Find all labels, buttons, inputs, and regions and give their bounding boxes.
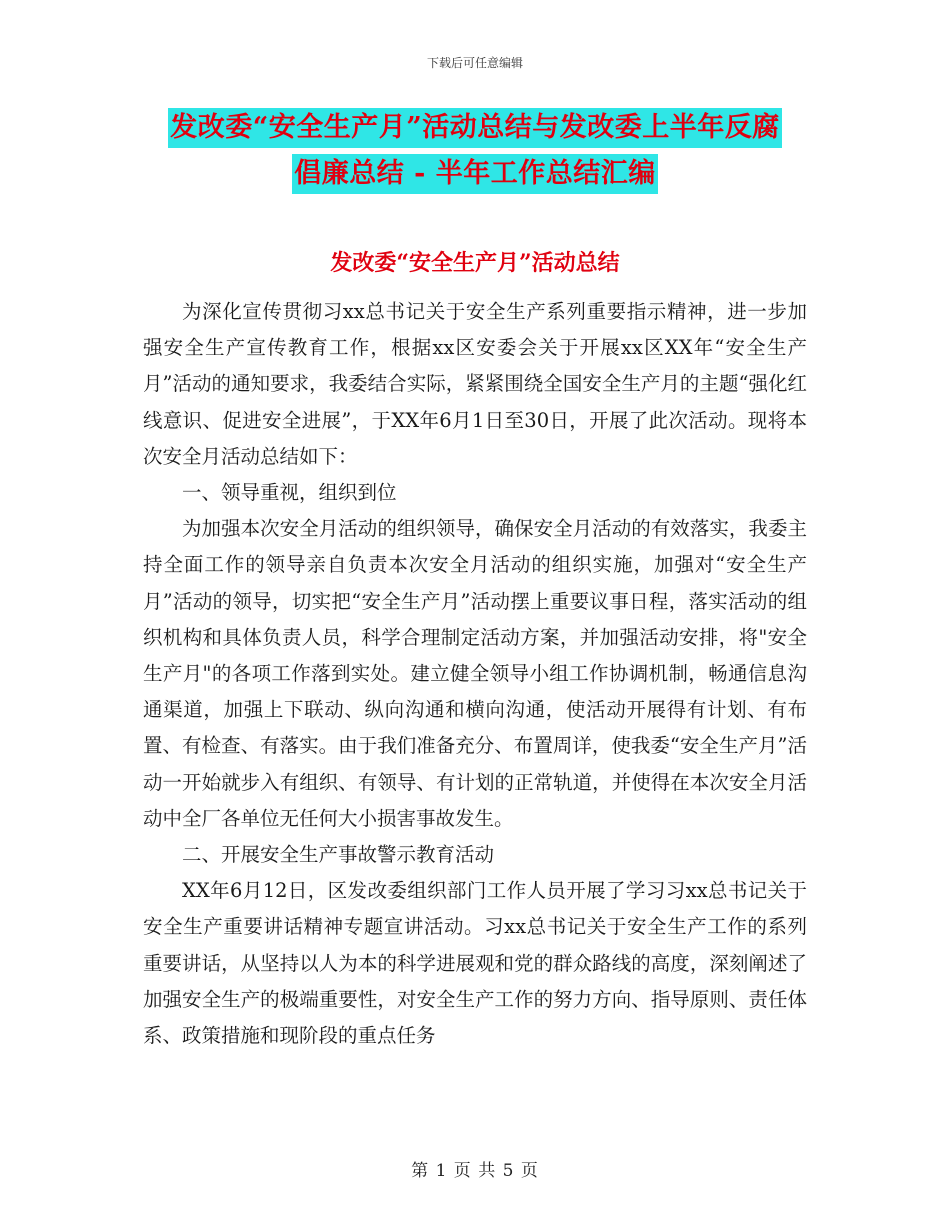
paragraph-intro: 为深化宣传贯彻习xx总书记关于安全生产系列重要指示精神，进一步加强安全生产宣传教育工作，根据xx区安委会关于开展xx区XX年“安全生产月”活动的通知要求，我委结合实际，紧紧围绕全国安全生产月的主题“强化红线意识、促进安全进展”，于XX年6月1日至30日，开展了此次活动。现将本次安全月活动总结如下： — [143, 300, 807, 468]
paragraph-warning-education: XX年6月12日，区发改委组织部门工作人员开展了学习习xx总书记关于安全生产重要讲话精神专题宣讲活动。习xx总书记关于安全生产工作的系列重要讲话，从坚持以人为本的科学进展观和党的群众路线的高度，深刻阐述了加强安全生产的极端重要性，对安全生产工作的努力方向、指导原则、责任体系、政策措施和现阶段的重点任务 — [143, 879, 807, 1048]
section-title: 发改委“安全生产月”活动总结 — [330, 250, 620, 276]
page-footer: 第 1 页 共 5 页 — [411, 1161, 539, 1181]
document-body — [143, 294, 807, 1054]
paragraph-leadership: 为加强本次安全月活动的组织领导，确保安全月活动的有效落实，我委主持全面工作的领导亲自负责本次安全月活动的组织实施，加强对“安全生产月”活动的领导，切实把“安全生产月”活动摆上重要议事日程，落实活动的组织机构和具体负责人员，科学合理制定活动方案，并加强活动安排，将"安全生产月"的各项工作落到实处。建立健全领导小组工作协调机制，畅通信息沟通渠道，加强上下联动、纵向沟通和横向沟通，使活动开展得有计划、有布置、有检查、有落实。由于我们准备充分、布置周详，使我委“安全生产月”活动一开始就步入有组织、有领导、有计划的正常轨道，并使得在本次安全月活动中全厂各单位无任何大小损害事故发生。 — [143, 517, 807, 830]
heading-leadership: 一、领导重视，组织到位 — [182, 481, 397, 505]
document-title — [0, 108, 950, 200]
title-line-1: 发改委“安全生产月”活动总结与发改委上半年反腐 — [168, 108, 782, 148]
heading-warning-education: 二、开展安全生产事故警示教育活动 — [182, 843, 495, 867]
title-line-2: 倡廉总结 - 半年工作总结汇编 — [292, 154, 658, 194]
page-header-note: 下载后可任意编辑 — [426, 56, 523, 70]
